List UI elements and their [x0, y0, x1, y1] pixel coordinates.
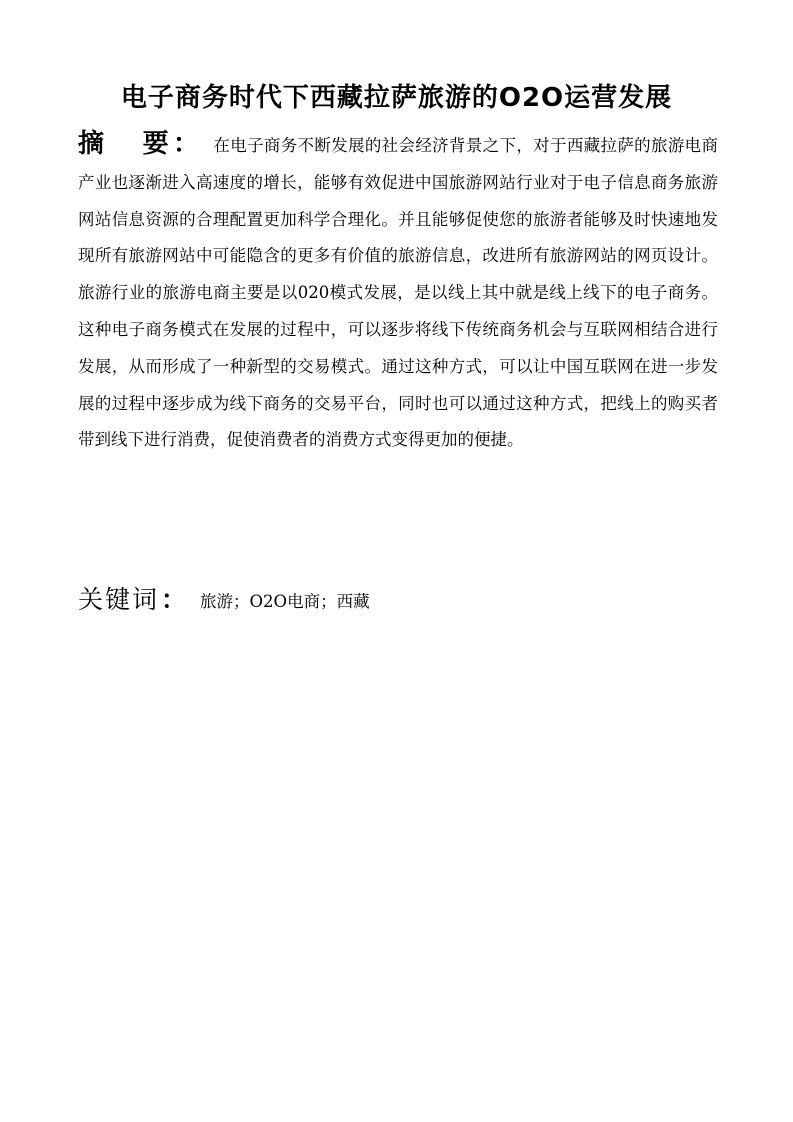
abstract-text: 在电子商务不断发展的社会经济背景之下，对于西藏拉萨的旅游电商产业也逐渐进入高速度的增长，能够有效促进中国旅游网站行业对于电子信息商务旅游网站信息资源的合理配置更加科学合理化。并且能够促使您的旅游者能够及时快速地发现所有旅游网站中可能隐含的更多有价值的旅游信息，改进所有旅游网站的网页设计。旅游行业的旅游电商主要是以020模式发展，是以线上其中就是线上线下的电子商务。这种电子商务模式在发展的过程中，可以逐步将线下传统商务机会与互联网相结合进行发展，从而形成了一种新型的交易模式。通过这种方式，可以让中国互联网在进一步发展的过程中逐步成为线下商务的交易平台，同时也可以通过这种方式，把线上的购买者带到线下进行消费，促使消费者的消费方式变得更加的便捷。 [78, 136, 718, 450]
abstract-label-char-2: 要 [142, 129, 170, 159]
abstract-paragraph [78, 126, 718, 459]
document-title: 电子商务时代下西藏拉萨旅游的O2O运营发展 [120, 83, 673, 113]
keywords-label-colon: ： [161, 585, 189, 614]
keywords-text: 旅游；O2O电商；西藏 [200, 592, 370, 611]
keywords-label-text: 关键词 [78, 585, 160, 614]
keywords-label [78, 585, 200, 614]
abstract-label-char-1: 摘 [78, 129, 105, 159]
abstract-label [78, 129, 213, 159]
keywords-line [78, 580, 718, 622]
abstract-label-colon: ： [173, 129, 200, 159]
